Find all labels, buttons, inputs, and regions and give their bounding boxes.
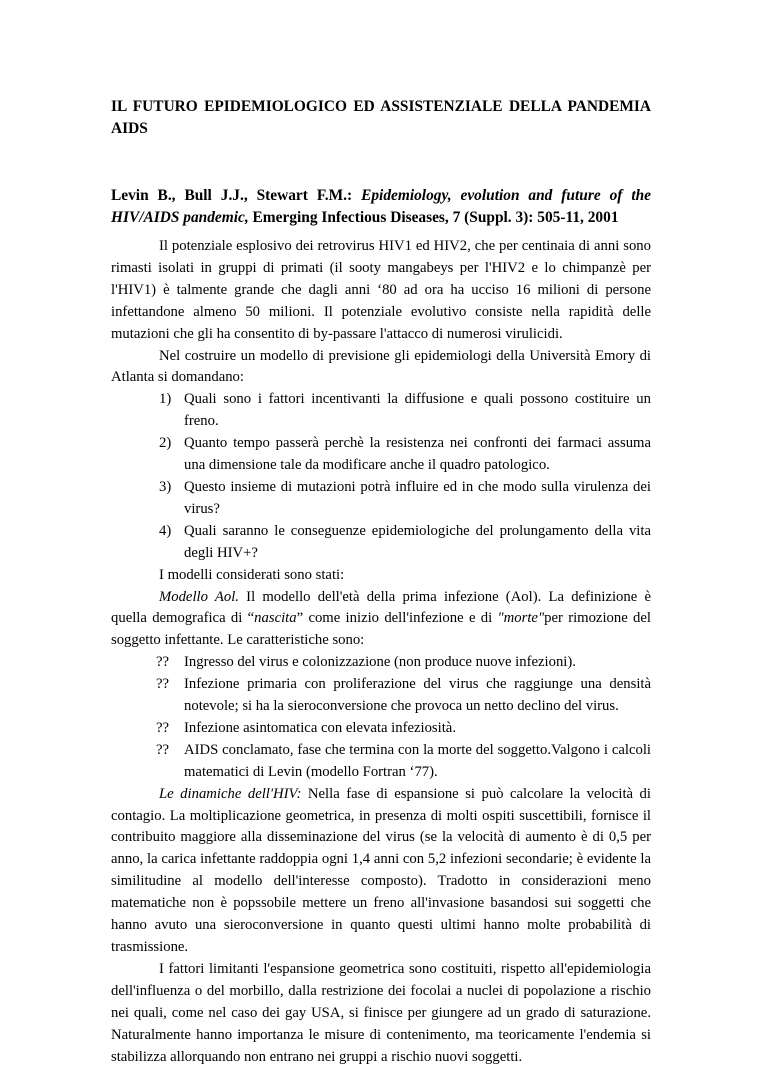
- paragraph-model-aol: [111, 587, 651, 653]
- citation: [111, 185, 651, 229]
- list-marker: ??: [156, 676, 170, 693]
- list-item-text: Infezione asintomatica con elevata infeziosità.: [184, 719, 456, 736]
- paragraph-intro: Il potenziale esplosivo dei retrovirus HIV1 ed HIV2, che per centinaia di anni sono rimasti isolati in gruppi di primati (il sooty mangabeys per l'HIV2 e lo chimpanzè per l'HIV1) è talmente grande che dagli anni ‘80 ad ora ha ucciso 16 milioni di persone infettandone almeno 50 milioni. Il potenziale evolutivo consiste nella rapidità delle mutazioni che gli ha consentito di by-passare l'attacco di numerosi virulicidi.: [111, 238, 651, 342]
- list-item-text: Ingresso del virus e colonizzazione (non produce nuove infezioni).: [184, 654, 576, 671]
- list-item-text: Infezione primaria con proliferazione del virus che raggiunge una densità notevole; si ha la sieroconversione che provoca un netto declino del virus.: [184, 676, 651, 715]
- document-title: IL FUTURO EPIDEMIOLOGICO ED ASSISTENZIALE DELLA PANDEMIA AIDS: [111, 98, 651, 137]
- list-item: [111, 718, 651, 740]
- citation-source: Emerging Infectious Diseases, 7 (Suppl. 3): 505-11, 2001: [252, 209, 619, 226]
- document-body: [111, 236, 651, 1068]
- questions-list: [111, 389, 651, 564]
- list-marker: ??: [156, 719, 170, 736]
- model-aol-text-c: per rimozione del soggetto infettante. Le caratteristiche sono:: [111, 610, 651, 649]
- list-item-text: Quanto tempo passerà perchè la resistenza nei confronti dei farmaci assuma una dimensione tale da modificare anche il quadro patologico.: [184, 435, 651, 474]
- paragraph-models-intro: I modelli considerati sono stati:: [159, 566, 345, 583]
- paragraph-model-question: Nel costruire un modello di previsione gli epidemiologi della Università Emory di Atlanta si domandano:: [111, 347, 651, 386]
- characteristics-list: [111, 652, 651, 783]
- model-aol-label: Modello Aol.: [159, 588, 239, 605]
- list-marker: 1): [159, 391, 172, 408]
- list-item-text: Questo insieme di mutazioni potrà influire ed in che modo sulla virulenza dei virus?: [184, 478, 651, 517]
- paragraph-hiv-dynamics: [111, 784, 651, 959]
- model-aol-text-a: Il modello dell'età della prima infezione (Aol). La definizione è quella demografica di “: [111, 588, 651, 627]
- model-aol-morte: "morte": [497, 610, 545, 627]
- list-item: [111, 477, 651, 521]
- list-item: [111, 433, 651, 477]
- list-item: [111, 652, 651, 674]
- list-item-text: Quali saranno le conseguenze epidemiologiche del prolungamento della vita degli HIV+?: [184, 522, 651, 561]
- list-item: [111, 674, 651, 718]
- list-item: [111, 740, 651, 784]
- model-aol-nascita: nascita: [254, 610, 297, 627]
- list-marker: ??: [156, 654, 170, 671]
- hiv-dynamics-text: Nella fase di espansione si può calcolare la velocità di contagio. La moltiplicazione geometrica, in presenza di molti ospiti suscettibili, fornisce il contribuito maggiore alla disseminazione del virus (se la velocità di aumento è di 0,5 per anno, la carica infettante raddoppia ogni 1,4 anni con 5,2 infezioni secondarie; è evidente la similitudine al modello dell'interesse composto). Tradotto in considerazioni meno matematiche non è popssobile mettere un freno all'invasione basandosi sui soggetti che hanno avuto una sieroconversione in quanto questi ultimi hanno molte probabilità di trasmissione.: [111, 785, 651, 955]
- list-item: [111, 389, 651, 433]
- hiv-dynamics-label: Le dinamiche dell'HIV:: [159, 785, 302, 802]
- list-item-text: AIDS conclamato, fase che termina con la morte del soggetto.Valgono i calcoli matematici di Levin (modello Fortran ‘77).: [184, 741, 651, 780]
- list-marker: ??: [156, 741, 170, 758]
- list-marker: 4): [159, 522, 172, 539]
- list-marker: 3): [159, 478, 172, 495]
- list-item: [111, 521, 651, 565]
- model-aol-text-b: ” come inizio dell'infezione e di: [296, 610, 498, 627]
- citation-authors: Levin B., Bull J.J., Stewart F.M.:: [111, 187, 353, 204]
- paragraph-limiting-factors: I fattori limitanti l'espansione geometrica sono costituiti, rispetto all'epidemiologia dell'influenza o del morbillo, dalla restrizione dei focolai a nuclei di popolazione a rischio nei quali, come nel caso dei gay USA, si finisce per giungere ad un grado di saturazione. Naturalmente hanno importanza le misure di contenimento, ma teoricamente l'endemia si stabilizza allorquando non entrano nei gruppi a rischio nuovi soggetti.: [111, 960, 651, 1065]
- list-marker: 2): [159, 435, 172, 452]
- list-item-text: Quali sono i fattori incentivanti la diffusione e quali possono costituire un freno.: [184, 391, 651, 430]
- citation-article-title: Epidemiology, evolution and future of the HIV/AIDS pandemic,: [111, 187, 651, 226]
